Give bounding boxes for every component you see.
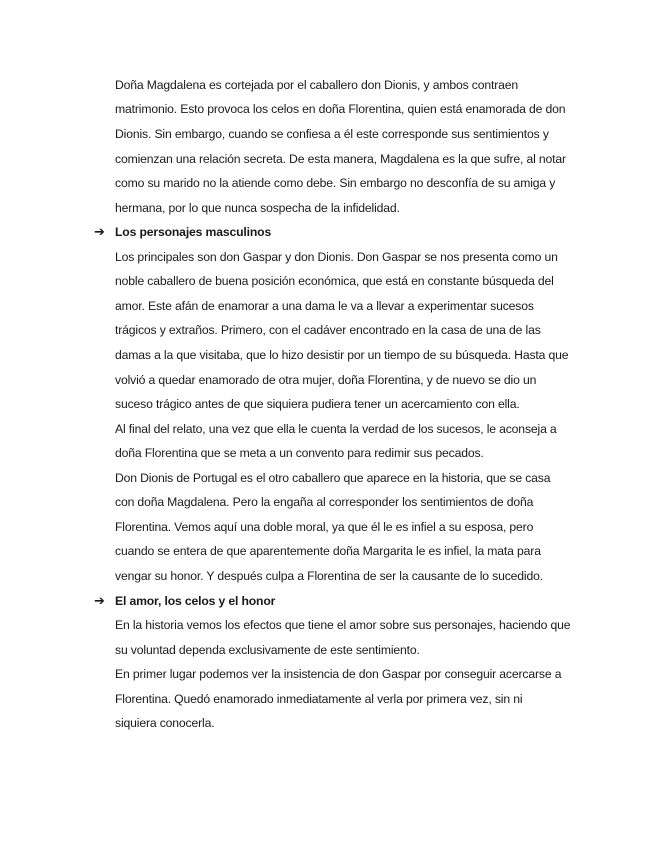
paragraph-line: hermana, por lo que nunca sospecha de la infidelidad. (115, 201, 400, 215)
paragraph-line: En la historia vemos los efectos que tiene el amor sobre sus personajes, haciendo que (115, 618, 571, 632)
section-heading-masculine-characters: Los personajes masculinos (115, 225, 272, 239)
paragraph-line: suceso trágico antes de que siquiera pudiera tener un acercamiento con ella. (115, 397, 520, 411)
paragraph-line: siquiera conocerla. (115, 716, 215, 730)
right-arrow-icon: ➔ (94, 224, 105, 239)
paragraph-line: con doña Magdalena. Pero la engaña al corresponder los sentimientos de doña (115, 495, 534, 509)
paragraph-line: matrimonio. Esto provoca los celos en doña Florentina, quien está enamorada de don (115, 102, 566, 116)
paragraph-line: Dionis. Sin embargo, cuando se confiesa a él este corresponde sus sentimientos y (115, 127, 549, 141)
paragraph-line: Los principales son don Gaspar y don Dionis. Don Gaspar se nos presenta como un (115, 250, 558, 264)
paragraph-line: trágicos y extraños. Primero, con el cadáver encontrado en la casa de una de las (115, 323, 541, 337)
paragraph-line: Doña Magdalena es cortejada por el caballero don Dionis, y ambos contraen (115, 78, 518, 92)
paragraph-line: En primer lugar podemos ver la insistencia de don Gaspar por conseguir acercarse a (115, 667, 562, 681)
paragraph-line: cuando se entera de que aparentemente doña Margarita le es infiel, la mata para (115, 544, 541, 558)
paragraph-line: doña Florentina que se meta a un convento para redimir sus pecados. (115, 446, 484, 460)
paragraph-line: amor. Este afán de enamorar a una dama le va a llevar a experimentar sucesos (115, 299, 534, 313)
paragraph-line: noble caballero de buena posición económica, que está en constante búsqueda del (115, 274, 554, 288)
right-arrow-icon: ➔ (94, 593, 105, 608)
section-heading-love-jealousy-honor: El amor, los celos y el honor (115, 594, 276, 608)
paragraph-line: como su marido no la atiende como debe. Sin embargo no desconfía de su amiga y (115, 176, 556, 190)
paragraph-line: volvió a quedar enamorado de otra mujer, doña Florentina, y de nuevo se dio un (115, 373, 537, 387)
paragraph-line: damas a la que visitaba, que lo hizo desistir por un tiempo de su búsqueda. Hasta que (115, 348, 569, 362)
paragraph-line: Al final del relato, una vez que ella le cuenta la verdad de los sucesos, le aconseja a (115, 422, 557, 436)
paragraph-line: Florentina. Vemos aquí una doble moral, ya que él le es infiel a su esposa, pero (115, 520, 534, 534)
paragraph-line: Florentina. Quedó enamorado inmediatamente al verla por primera vez, sin ni (115, 692, 523, 706)
paragraph-line: comienzan una relación secreta. De esta manera, Magdalena es la que sufre, al notar (115, 152, 566, 166)
paragraph-line: su voluntad dependa exclusivamente de este sentimiento. (115, 643, 420, 657)
paragraph-line: Don Dionis de Portugal es el otro caballero que aparece en la historia, que se casa (115, 471, 551, 485)
paragraph-line: vengar su honor. Y después culpa a Florentina de ser la causante de lo sucedido. (115, 569, 543, 583)
